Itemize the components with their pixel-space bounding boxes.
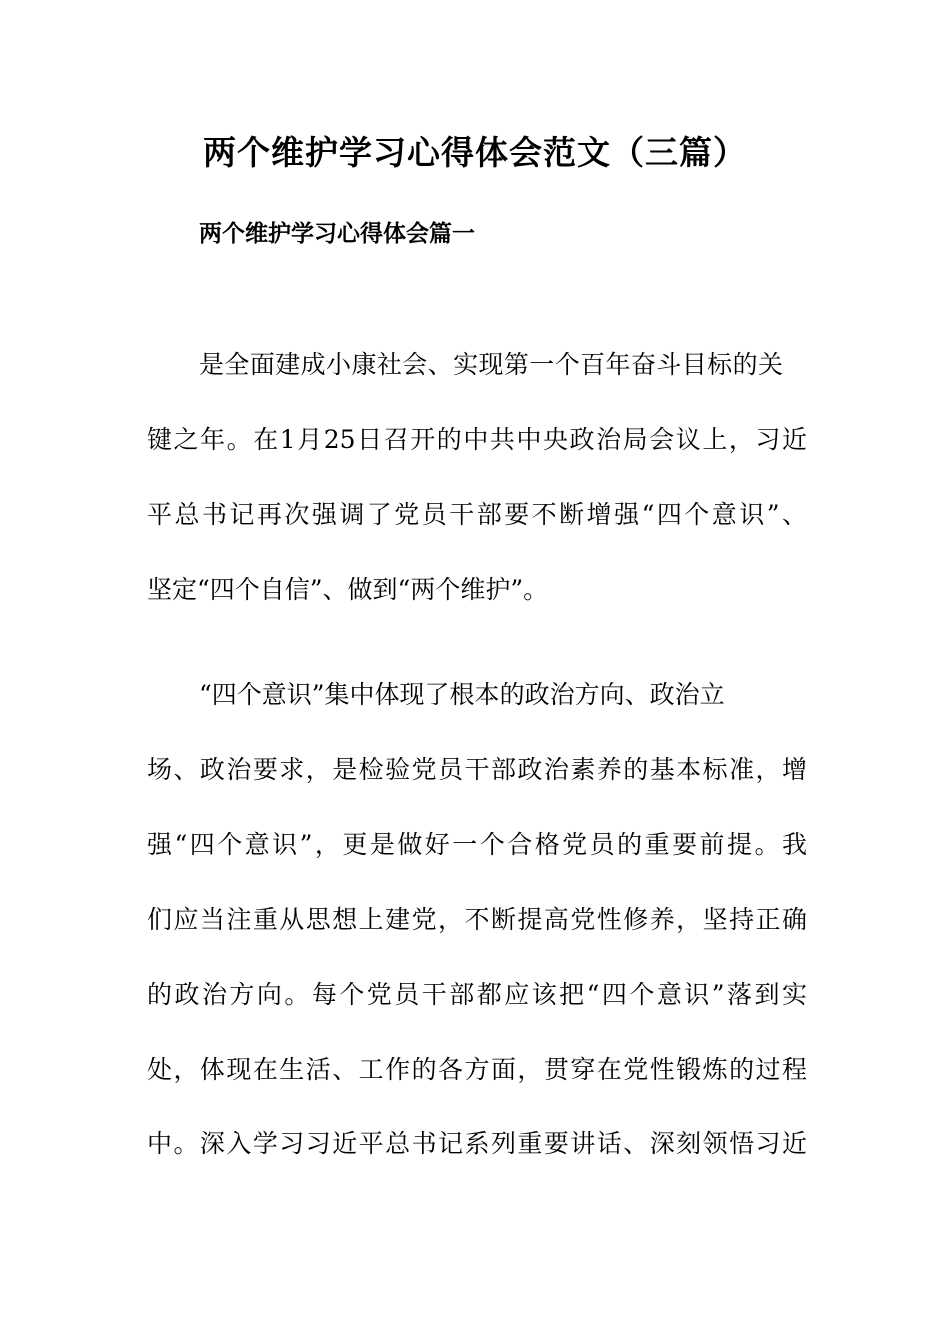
paragraph-line: 键之年。在1月25日召开的中共中央政治局会议上，习近: [147, 425, 807, 454]
paragraph-line: 的政治方向。每个党员干部都应该把“四个意识”落到实: [147, 980, 807, 1009]
section-heading: 两个维护学习心得体会篇一: [199, 221, 475, 247]
paragraph-line: 们应当注重从思想上建党，不断提高党性修养，坚持正确: [147, 905, 807, 934]
paragraph-line: 坚定“四个自信”、做到“两个维护”。: [147, 575, 549, 604]
paragraph-line: 处，体现在生活、工作的各方面，贯穿在党性锻炼的过程: [147, 1055, 807, 1084]
paragraph-line: 场、政治要求，是检验党员干部政治素养的基本标准，增: [147, 755, 807, 784]
paragraph-line: “四个意识”集中体现了根本的政治方向、政治立: [199, 680, 725, 709]
paragraph-line: 平总书记再次强调了党员干部要不断增强“四个意识”、: [147, 500, 807, 529]
paragraph-line: 中。深入学习习近平总书记系列重要讲话、深刻领悟习近: [147, 1129, 807, 1158]
paragraph-line: 是全面建成小康社会、实现第一个百年奋斗目标的关: [199, 350, 783, 379]
paragraph-line: 强“四个意识”，更是做好一个合格党员的重要前提。我: [147, 830, 807, 859]
document-title: 两个维护学习心得体会范文（三篇）: [203, 133, 747, 172]
